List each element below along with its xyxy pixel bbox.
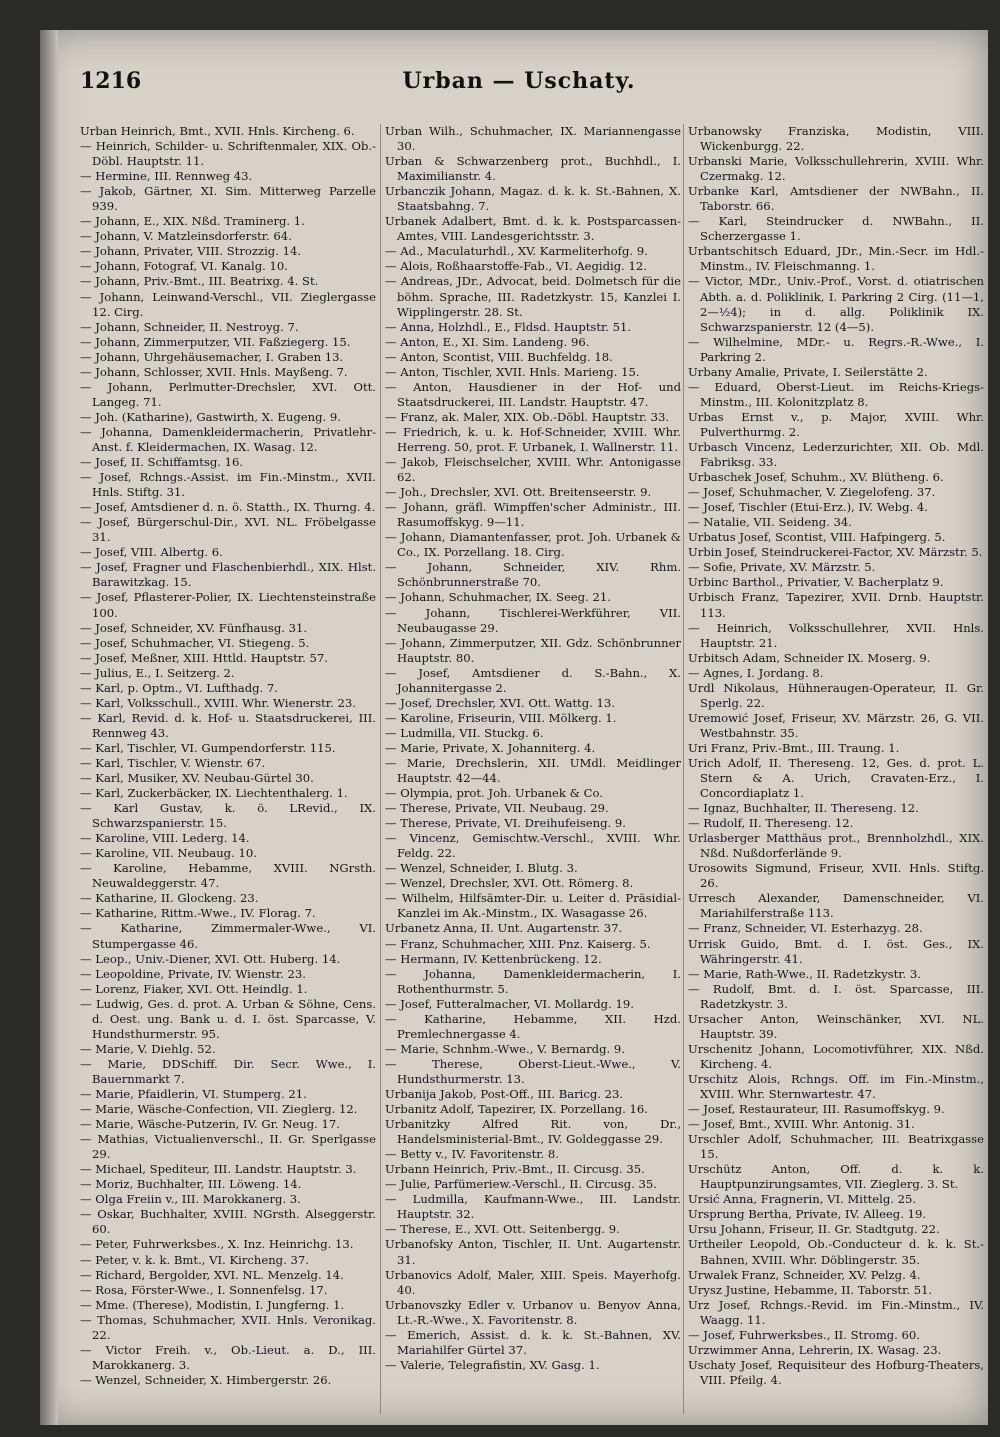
directory-entry: — Andreas, JDr., Advocat, beid. Dolmetsch für die böhm. Sprache, III. Radetzkystr. 15, Kanzlei I. Wipplingerstr. 28. St. — [385, 274, 681, 319]
directory-entry: Urban Heinrich, Bmt., XVII. Hnls. Kircheng. 6. — [80, 124, 355, 138]
directory-entry: — Ludwig, Ges. d. prot. A. Urban & Söhne, Cens. d. Oest. ung. Bank u. d. I. öst. Sparcasse, V. Hundsthurmerstr. 95. — [80, 996, 376, 1041]
directory-entry: — Josef, VIII. Albertg. 6. — [80, 545, 223, 560]
directory-entry: — Johann, Zimmerputzer, VII. Faßziegerg. 15. — [80, 334, 351, 349]
directory-entry: Urrisk Guido, Bmt. d. I. öst. Ges., IX. Währingerstr. 41. — [688, 936, 984, 966]
directory-entry: — Johann, E., XIX. Nßd. Traminerg. 1. — [80, 214, 305, 229]
directory-entry: — Marie, Wäsche-Putzerin, IV. Gr. Neug. 17. — [80, 1117, 340, 1132]
directory-entry: — Johann, Schneider, II. Nestroyg. 7. — [80, 319, 299, 334]
directory-entry: — Alois, Roßhaarstoffe-Fab., VI. Aegidig. 12. — [385, 259, 647, 274]
directory-entry: — Johann, Perlmutter-Drechsler, XVI. Ott. Langeg. 71. — [80, 379, 376, 409]
directory-entry: — Johann, Schneider, XIV. Rhm. Schönbrunnerstraße 70. — [385, 560, 681, 590]
directory-entry: — Josef, Schuhmacher, VI. Stiegeng. 5. — [80, 635, 310, 650]
directory-entry: Urbatus Josef, Scontist, VIII. Hafpingerg. 5. — [688, 530, 946, 545]
directory-entry: — Mathias, Victualienverschl., II. Gr. Sperlgasse 29. — [80, 1132, 376, 1162]
directory-entry: — Josef, Restaurateur, III. Rasumoffskyg. 9. — [688, 1102, 945, 1117]
directory-entry: Urschler Adolf, Schuhmacher, III. Beatrixgasse 15. — [688, 1132, 984, 1162]
directory-entry: — Marie, Drechslerin, XII. UMdl. Meidlinger Hauptstr. 42—44. — [385, 755, 681, 786]
directory-entry: — Victor Freih. v., Ob.-Lieut. a. D., III. Marokkanerg. 3. — [80, 1342, 376, 1372]
directory-entry: Urlasberger Matthäus prot., Brennholzhdl., XIX. Nßd. Nußdorferlände 9. — [688, 831, 984, 861]
directory-entry: — Josef, Bürgerschul-Dir., XVI. NL. Fröbelgasse 31. — [80, 515, 376, 545]
directory-entry: — Eduard, Oberst-Lieut. im Reichs-Kriegs-Minstm., III. Kolonitzplatz 8. — [688, 379, 984, 409]
directory-entry: — Julius, E., I. Seitzerg. 2. — [80, 665, 235, 680]
directory-entry: — Josef, Futteralmacher, VI. Mollardg. 19. — [385, 996, 634, 1011]
directory-entry: — Karl Gustav, k. ö. LRevid., IX. Schwarzspanierstr. 15. — [80, 801, 376, 831]
directory-entry: — Rudolf, II. Thereseng. 12. — [688, 816, 854, 831]
directory-entry: Urban Wilh., Schuhmacher, IX. Mariannengasse 30. — [385, 124, 681, 154]
directory-entry: Urzwimmer Anna, Lehrerin, IX. Wasag. 23. — [688, 1342, 942, 1357]
directory-entry: — Josef, Drechsler, XVI. Ott. Wattg. 13. — [385, 695, 615, 710]
directory-entry: Urz Josef, Rchngs.-Revid. im Fin.-Minstm., IV. Waagg. 11. — [688, 1297, 984, 1327]
directory-entry: — Anton, E., XI. Sim. Landeng. 96. — [385, 334, 590, 349]
directory-entry: Urbanovszky Edler v. Urbanov u. Benyov Anna, Lt.-R.-Wwe., X. Favoritenstr. 8. — [385, 1297, 681, 1327]
directory-entry: — Johann, Tischlerei-Werkführer, VII. Neubaugasse 29. — [385, 605, 681, 635]
directory-entry: Ursić Anna, Fragnerin, VI. Mittelg. 25. — [688, 1192, 917, 1207]
directory-entry: Urbanija Jakob, Post-Off., III. Baricg. 23. — [385, 1087, 624, 1101]
directory-entry: Urbitsch Adam, Schneider IX. Moserg. 9. — [688, 650, 931, 665]
directory-entry: — Olga Freiin v., III. Marokkanerg. 3. — [80, 1192, 301, 1207]
directory-entry: Urschütz Anton, Off. d. k. k. Hauptpunzirungsamtes, VII. Zieglerg. 3. St. — [688, 1162, 984, 1192]
directory-entry: — Karoline, VIII. Lederg. 14. — [80, 831, 250, 846]
directory-entry: — Karl, Steindrucker d. NWBahn., II. Scherzergasse 1. — [688, 214, 984, 244]
directory-entry: — Ludmilla, Kaufmann-Wwe., III. Landstr. Hauptstr. 32. — [385, 1192, 681, 1222]
directory-entry: — Rudolf, Bmt. d. I. öst. Sparcasse, III. Radetzkystr. 3. — [688, 981, 984, 1011]
directory-entry: — Rosa, Förster-Wwe., I. Sonnenfelsg. 17. — [80, 1282, 328, 1297]
directory-entry: — Karl, Tischler, VI. Gumpendorferstr. 115. — [80, 740, 336, 755]
directory-entry: — Jakob, Gärtner, XI. Sim. Mitterweg Parzelle 939. — [80, 184, 376, 214]
directory-entry: — Anna, Holzhdl., E., Fldsd. Hauptstr. 51. — [385, 319, 632, 334]
directory-entry: — Josef, Fuhrwerksbes., II. Stromg. 60. — [688, 1327, 920, 1342]
directory-entry: — Therese, Oberst-Lieut.-Wwe., V. Hundsthurmerstr. 13. — [385, 1056, 681, 1086]
directory-entry: Urbanski Marie, Volksschullehrerin, XVIII. Whr. Czermakg. 12. — [688, 154, 984, 184]
column-2 — [380, 124, 681, 1414]
directory-entry: — Victor, MDr., Univ.-Prof., Vorst. d. otiatrischen Abth. a. d. Poliklinik, I. Parkring 2 Cirg. (11—1, 2—½4); in d. allg. Poliklinik IX. Schwarzspanierstr. 12 (4—5). — [688, 274, 984, 334]
directory-entry: — Hermine, III. Rennweg 43. — [80, 169, 253, 184]
directory-entry: — Karl, Musiker, XV. Neubau-Gürtel 30. — [80, 771, 314, 786]
directory-entry: Urbanczik Johann, Magaz. d. k. k. St.-Bahnen, X. Staatsbahng. 7. — [385, 184, 681, 214]
directory-entry: — Franz, Schuhmacher, XIII. Pnz. Kaiserg. 5. — [385, 936, 651, 951]
directory-entry: — Joh. (Katharine), Gastwirth, X. Eugeng. 9. — [80, 409, 341, 424]
directory-entry: — Johann, Zimmerputzer, XII. Gdz. Schönbrunner Hauptstr. 80. — [385, 635, 681, 665]
directory-entry: Uschaty Josef, Requisiteur des Hofburg-Theaters, VIII. Pfeilg. 4. — [688, 1357, 984, 1387]
directory-entry: — Franz, ak. Maler, XIX. Ob.-Döbl. Hauptstr. 33. — [385, 409, 670, 424]
directory-entry: — Johann, Fotograf, VI. Kanalg. 10. — [80, 259, 288, 274]
directory-entry: — Anton, Hausdiener in der Hof- und Staatsdruckerei, III. Landstr. Hauptstr. 47. — [385, 379, 681, 409]
directory-entry: — Marie, DDSchiff. Dir. Secr. Wwe., I. Bauernmarkt 7. — [80, 1056, 376, 1086]
directory-entry: — Heinrich, Volksschullehrer, XVII. Hnls. Hauptstr. 21. — [688, 620, 984, 650]
columns — [80, 124, 988, 1414]
directory-entry: — Josef, II. Schiffamtsg. 16. — [80, 455, 244, 470]
directory-entry: Urbanitzky Alfred Rit. von, Dr., Handelsministerial-Bmt., IV. Goldeggasse 29. — [385, 1117, 681, 1147]
directory-entry: Urbany Amalie, Private, I. Seilerstätte 2. — [688, 364, 928, 379]
running-head: Urban — Uschaty. — [402, 68, 636, 94]
directory-entry: — Johann, Diamantenfasser, prot. Joh. Urbanek & Co., IX. Porzellang. 18. Cirg. — [385, 530, 681, 560]
directory-entry: — Johanna, Damenkleidermacherin, I. Rothenthurmstr. 5. — [385, 966, 681, 996]
directory-entry: Urbanofsky Anton, Tischler, II. Unt. Augartenstr. 31. — [385, 1237, 681, 1267]
directory-entry: — Leopoldine, Private, IV. Wienstr. 23. — [80, 966, 306, 981]
directory-entry: — Julie, Parfümeriew.-Verschl., II. Circusg. 35. — [385, 1177, 657, 1192]
directory-entry: — Friedrich, k. u. k. Hof-Schneider, XVIII. Whr. Herreng. 50, prot. F. Urbanek, I. Wallnerstr. 11. — [385, 424, 681, 454]
directory-entry: — Karl, Revid. d. k. Hof- u. Staatsdruckerei, III. Rennweg 43. — [80, 710, 376, 740]
directory-entry: — Betty v., IV. Favoritenstr. 8. — [385, 1147, 559, 1162]
directory-entry: — Josef, Amtsdiener d. n. ö. Statth., IX. Thurng. 4. — [80, 500, 376, 515]
directory-entry: Urbin Josef, Steindruckerei-Factor, XV. Märzstr. 5. — [688, 545, 983, 560]
directory-entry: — Johann, Schuhmacher, IX. Seeg. 21. — [385, 590, 611, 605]
directory-entry: — Richard, Bergolder, XVI. NL. Menzelg. 14. — [80, 1267, 344, 1282]
directory-entry: — Joh., Drechsler, XVI. Ott. Breitenseerstr. 9. — [385, 485, 652, 500]
directory-entry: — Karoline, Hebamme, XVIII. NGrsth. Neuwaldeggerstr. 47. — [80, 861, 376, 891]
directory-entry: — Johann, Privater, VIII. Strozzig. 14. — [80, 244, 302, 259]
directory-entry: — Moriz, Buchhalter, III. Löweng. 14. — [80, 1177, 302, 1192]
directory-entry: Ursprung Bertha, Private, IV. Alleeg. 19. — [688, 1207, 927, 1222]
directory-entry: — Johann, V. Matzleinsdorferstr. 64. — [80, 229, 292, 244]
directory-entry: — Karoline, Friseurin, VIII. Mölkerg. 1. — [385, 710, 617, 725]
directory-entry: — Anton, Tischler, XVII. Hnls. Marieng. 15. — [385, 364, 640, 379]
directory-entry: Urbanek Adalbert, Bmt. d. k. k. Postsparcassen-Amtes, VIII. Landesgerichtsstr. 3. — [385, 214, 681, 244]
directory-entry: — Therese, Private, VI. Dreihufeiseng. 9. — [385, 816, 626, 831]
directory-entry: — Katharine, Hebamme, XII. Hzd. Premlechnergasse 4. — [385, 1011, 681, 1041]
directory-entry: — Oskar, Buchhalter, XVIII. NGrsth. Alseggerstr. 60. — [80, 1207, 376, 1237]
directory-entry: — Hermann, IV. Kettenbrückeng. 12. — [385, 951, 602, 966]
directory-entry: Urbinc Barthol., Privatier, V. Bacherplatz 9. — [688, 575, 944, 590]
directory-entry: Urbantschitsch Eduard, JDr., Min.-Secr. im Hdl.-Minstm., IV. Fleischmanng. 1. — [688, 244, 984, 274]
directory-entry: — Franz, Schneider, VI. Esterhazyg. 28. — [688, 921, 923, 936]
directory-entry: Urschenitz Johann, Locomotivführer, XIX. Nßd. Kircheng. 4. — [688, 1041, 984, 1071]
directory-entry: — Johann, Leinwand-Verschl., VII. Zieglergasse 12. Cirg. — [80, 289, 376, 319]
directory-entry: — Wilhelmine, MDr.- u. Regrs.-R.-Wwe., I. Parkring 2. — [688, 334, 984, 364]
directory-page — [40, 30, 988, 1425]
directory-entry: Uri Franz, Priv.-Bmt., III. Traung. 1. — [688, 740, 900, 755]
directory-entry: — Peter, Fuhrwerksbes., X. Inz. Heinrichg. 13. — [80, 1237, 354, 1252]
directory-entry: — Peter, v. k. k. Bmt., VI. Kircheng. 37. — [80, 1252, 309, 1267]
directory-entry: Urbanetz Anna, II. Unt. Augartenstr. 37. — [385, 921, 623, 936]
directory-entry: Urtheiler Leopold, Ob.-Conducteur d. k. k. St.-Bahnen, XVIII. Whr. Döblingerstr. 35. — [688, 1237, 984, 1267]
directory-entry: — Josef, Fragner und Flaschenbierhdl., XIX. Hlst. Barawitzkag. 15. — [80, 560, 376, 590]
page-header — [80, 68, 958, 108]
directory-entry: — Marie, Wäsche-Confection, VII. Zieglerg. 12. — [80, 1102, 358, 1117]
directory-entry: — Ludmilla, VII. Stuckg. 6. — [385, 725, 544, 740]
directory-entry: — Emerich, Assist. d. k. k. St.-Bahnen, XV. Mariahilfer Gürtel 37. — [385, 1327, 681, 1357]
directory-entry: Urschitz Alois, Rchngs. Off. im Fin.-Minstm., XVIII. Whr. Sternwartestr. 47. — [688, 1071, 984, 1101]
column-3 — [683, 124, 984, 1414]
directory-entry: Urban & Schwarzenberg prot., Buchhdl., I. Maximilianstr. 4. — [385, 154, 681, 184]
directory-entry: Urbanke Karl, Amtsdiener der NWBahn., II. Taborstr. 66. — [688, 184, 984, 214]
directory-entry: — Valerie, Telegrafistin, XV. Gasg. 1. — [385, 1357, 600, 1372]
directory-entry: — Karoline, VII. Neubaug. 10. — [80, 846, 257, 861]
directory-entry: — Johann, Uhrgehäusemacher, I. Graben 13. — [80, 349, 344, 364]
directory-entry: — Anton, Scontist, VIII. Buchfeldg. 18. — [385, 349, 613, 364]
directory-entry: — Heinrich, Schilder- u. Schriftenmaler, XIX. Ob.-Döbl. Hauptstr. 11. — [80, 139, 376, 169]
directory-entry: — Josef, Bmt., XVIII. Whr. Antonig. 31. — [688, 1117, 915, 1132]
directory-entry: Urbas Ernst v., p. Major, XVIII. Whr. Pulverthurmg. 2. — [688, 409, 984, 439]
directory-entry: — Lorenz, Fiaker, XVI. Ott. Heindlg. 1. — [80, 981, 308, 996]
directory-entry: — Marie, Pfaidlerin, VI. Stumperg. 21. — [80, 1087, 307, 1101]
book-gutter — [40, 30, 58, 1425]
directory-entry: — Katharine, II. Glockeng. 23. — [80, 891, 259, 906]
directory-entry: Ursacher Anton, Weinschänker, XVI. NL. Hauptstr. 39. — [688, 1011, 984, 1041]
directory-entry: — Olympia, prot. Joh. Urbanek & Co. — [385, 786, 603, 801]
directory-entry: Urysz Justine, Hebamme, II. Taborstr. 51. — [688, 1282, 933, 1297]
directory-entry: Urich Adolf, II. Thereseng. 12, Ges. d. prot. L. Stern & A. Urich, Cravaten-Erz., I. Concordiaplatz 1. — [688, 755, 984, 801]
directory-entry: — Mme. (Therese), Modistin, I. Jungferng. 1. — [80, 1297, 345, 1312]
column-1 — [80, 124, 376, 1414]
directory-entry: — Wenzel, Schneider, I. Blutg. 3. — [385, 861, 578, 876]
directory-entry: — Marie, Private, X. Johanniterg. 4. — [385, 740, 596, 755]
directory-entry: — Johann, gräfl. Wimpffen'scher Administr., III. Rasumoffskyg. 9—11. — [385, 500, 681, 530]
directory-entry: — Josef, Schuhmacher, V. Ziegelofeng. 37. — [688, 485, 936, 500]
directory-entry: — Wenzel, Drechsler, XVI. Ott. Römerg. 8. — [385, 876, 634, 891]
directory-entry: Urbanowsky Franziska, Modistin, VIII. Wickenburgg. 22. — [688, 124, 984, 154]
directory-entry: — Karl, Volksschull., XVIII. Whr. Wienerstr. 23. — [80, 695, 356, 710]
directory-entry: — Thomas, Schuhmacher, XVII. Hnls. Veronikag. 22. — [80, 1312, 376, 1342]
directory-entry: — Josef, Rchngs.-Assist. im Fin.-Minstm., XVII. Hnls. Stiftg. 31. — [80, 470, 376, 500]
directory-entry: — Karl, Tischler, V. Wienstr. 67. — [80, 755, 266, 770]
directory-entry: — Therese, E., XVI. Ott. Seitenbergg. 9. — [385, 1222, 620, 1237]
directory-entry: — Josef, Schneider, XV. Fünfhausg. 31. — [80, 620, 308, 635]
directory-entry: — Therese, Private, VII. Neubaug. 29. — [385, 801, 609, 816]
directory-entry: — Josef, Pflasterer-Polier, IX. Liechtensteinstraße 100. — [80, 590, 376, 620]
directory-entry: Urbanitz Adolf, Tapezirer, IX. Porzellang. 16. — [385, 1102, 648, 1117]
directory-entry: — Marie, V. Diehlg. 52. — [80, 1041, 216, 1056]
directory-entry: Urbann Heinrich, Priv.-Bmt., II. Circusg. 35. — [385, 1162, 645, 1177]
directory-entry: Urbisch Franz, Tapezirer, XVII. Drnb. Hauptstr. 113. — [688, 590, 984, 620]
directory-entry: — Marie, Rath-Wwe., II. Radetzkystr. 3. — [688, 966, 921, 981]
page-number: 1216 — [80, 68, 142, 94]
directory-entry: Urdl Nikolaus, Hühneraugen-Operateur, II. Gr. Sperlg. 22. — [688, 680, 984, 710]
directory-entry: Urosowits Sigmund, Friseur, XVII. Hnls. Stiftg. 26. — [688, 861, 984, 891]
directory-entry: — Wenzel, Schneider, X. Himbergerstr. 26. — [80, 1372, 332, 1387]
directory-entry: — Katharine, Zimmermaler-Wwe., VI. Stumpergasse 46. — [80, 921, 376, 951]
directory-entry: — Josef, Tischler (Etui-Erz.), IV. Webg. 4. — [688, 500, 928, 515]
directory-entry: — Karl, Zuckerbäcker, IX. Liechtenthalerg. 1. — [80, 786, 348, 801]
directory-entry: — Johann, Priv.-Bmt., III. Beatrixg. 4. St. — [80, 274, 319, 289]
directory-entry: — Katharine, Rittm.-Wwe., IV. Florag. 7. — [80, 906, 316, 921]
directory-entry: Ursu Johann, Friseur, II. Gr. Stadtgutg. 22. — [688, 1222, 940, 1237]
directory-entry: — Josef, Amtsdiener d. S.-Bahn., X. Johannitergasse 2. — [385, 665, 681, 695]
directory-entry: — Sofie, Private, XV. Märzstr. 5. — [688, 560, 876, 575]
directory-entry: — Johann, Schlosser, XVII. Hnls. Mayßeng. 7. — [80, 364, 348, 379]
directory-entry: Urbaschek Josef, Schuhm., XV. Blütheng. 6. — [688, 470, 944, 485]
directory-entry: Urbasch Vincenz, Lederzurichter, XII. Ob. Mdl. Fabriksg. 33. — [688, 439, 984, 470]
directory-entry: — Johanna, Damenkleidermacherin, Privatlehr-Anst. f. Kleidermachen, IX. Wasag. 12. — [80, 424, 376, 454]
directory-entry: — Michael, Spediteur, III. Landstr. Hauptstr. 3. — [80, 1162, 357, 1177]
directory-entry: — Ignaz, Buchhalter, II. Thereseng. 12. — [688, 801, 919, 816]
directory-entry: — Natalie, VII. Seideng. 34. — [688, 515, 852, 530]
directory-entry: — Marie, Schnhm.-Wwe., V. Bernardg. 9. — [385, 1041, 625, 1056]
directory-entry: — Jakob, Fleischselcher, XVIII. Whr. Antonigasse 62. — [385, 455, 681, 485]
directory-entry: Urresch Alexander, Damenschneider, VI. Mariahilferstraße 113. — [688, 891, 984, 921]
directory-entry: — Agnes, I. Jordang. 8. — [688, 665, 824, 680]
directory-entry: — Wilhelm, Hilfsämter-Dir. u. Leiter d. Präsidial-Kanzlei im Ak.-Minstm., IX. Wasagasse 26. — [385, 891, 681, 921]
directory-entry: — Josef, Meßner, XIII. Httld. Hauptstr. 57. — [80, 650, 328, 665]
directory-entry: — Karl, p. Optm., VI. Lufthadg. 7. — [80, 680, 278, 695]
directory-entry: — Ad., Maculaturhdl., XV. Karmeliterhofg. 9. — [385, 244, 648, 259]
directory-entry: Urwalek Franz, Schneider, XV. Pelzg. 4. — [688, 1267, 921, 1282]
directory-entry: Uremowić Josef, Friseur, XV. Märzstr. 26, G. VII. Westbahnstr. 35. — [688, 710, 984, 740]
directory-entry: — Leop., Univ.-Diener, XVI. Ott. Huberg. 14. — [80, 951, 341, 966]
directory-entry: Urbanovics Adolf, Maler, XIII. Speis. Mayerhofg. 40. — [385, 1267, 681, 1297]
directory-entry: — Vincenz, Gemischtw.-Verschl., XVIII. Whr. Feldg. 22. — [385, 831, 681, 861]
